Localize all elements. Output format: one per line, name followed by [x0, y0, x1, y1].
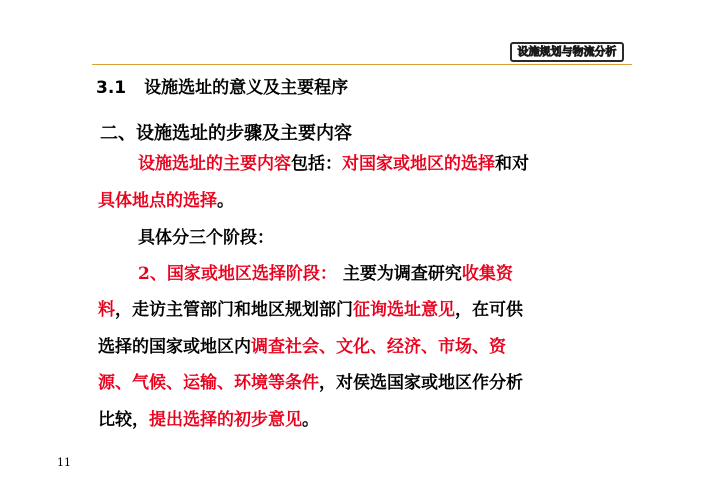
- emphasis-text: 征询选址意见: [353, 300, 455, 320]
- section-title: [96, 73, 348, 98]
- body-text: 主要为调查研究: [342, 264, 462, 284]
- body-text: 比较，: [98, 410, 149, 430]
- subsection-title: 二、设施选址的步骤及主要内容: [100, 123, 352, 144]
- body-text: 和对: [495, 154, 529, 174]
- body-text: 选择的国家或地区内: [98, 337, 251, 357]
- para2-line: 具体分三个阶段：: [138, 228, 274, 248]
- emphasis-text: 源、气候、运输、环境等条件: [98, 373, 319, 393]
- header-badge: 设施规划与物流分析: [510, 42, 624, 62]
- para1-line1: [138, 153, 529, 175]
- para3-line3: [98, 336, 506, 358]
- emphasis-text: 2、国家或地区选择阶段：: [138, 264, 337, 284]
- emphasis-text: 调查社会、文化、经济、市场、资: [251, 337, 506, 357]
- body-text: 。: [217, 191, 234, 211]
- body-text: ，在可供: [455, 300, 523, 320]
- header-rule: [92, 64, 632, 65]
- para3-line2: [98, 299, 523, 321]
- emphasis-text: 提出选择的初步意见: [149, 410, 302, 430]
- para3-line1: [138, 263, 513, 285]
- body-text: ，走访主管部门和地区规划部门: [115, 300, 353, 320]
- emphasis-text: 具体地点的选择: [98, 191, 217, 211]
- body-text: ，对侯选国家或地区作分析: [319, 373, 523, 393]
- section-number: 3.1: [96, 78, 127, 98]
- section-title-text: 设施选址的意义及主要程序: [144, 78, 349, 98]
- para3-line5: [98, 409, 319, 431]
- body-text: 。: [302, 410, 319, 430]
- emphasis-text: 设施选址的主要内容: [138, 154, 291, 174]
- body-text: 包括：: [291, 154, 342, 174]
- para1-line2: [98, 190, 234, 212]
- emphasis-text: 收集资: [461, 264, 513, 284]
- emphasis-text: 料: [98, 300, 115, 320]
- page-number: 11: [57, 456, 71, 469]
- emphasis-text: 对国家或地区的选择: [342, 154, 495, 174]
- para3-line4: [98, 372, 523, 394]
